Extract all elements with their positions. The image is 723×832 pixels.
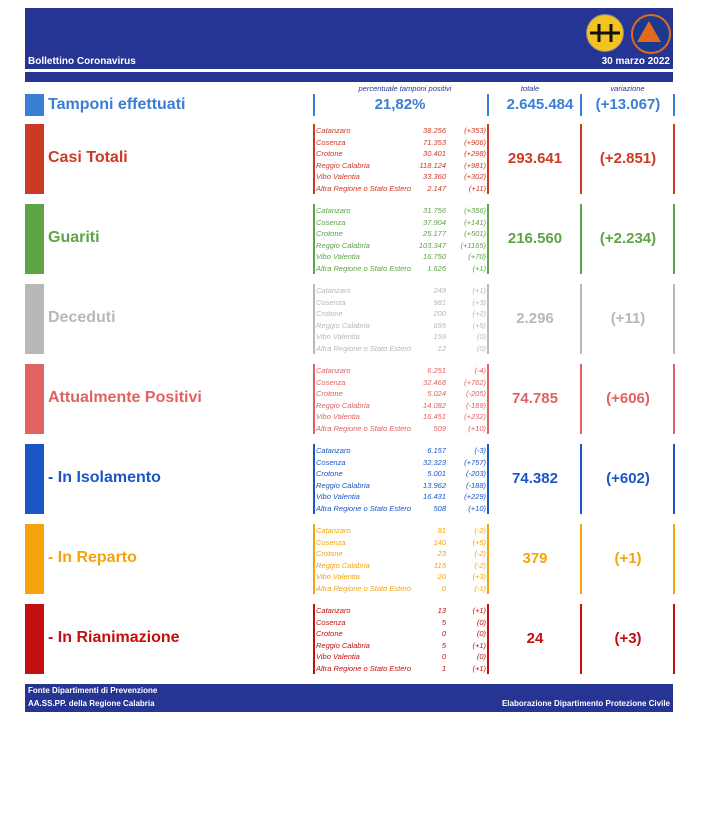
section-divider-3	[580, 524, 582, 594]
province-row	[316, 320, 486, 332]
province-row	[316, 503, 486, 515]
province-delta: (0)	[476, 332, 486, 342]
section-divider-2	[487, 124, 489, 194]
section-positivi	[25, 364, 675, 434]
province-delta: (0)	[476, 629, 486, 639]
bulletin-date: 30 marzo 2022	[601, 56, 670, 67]
province-row	[316, 605, 486, 617]
province-name: Reggio Calabria	[316, 480, 370, 490]
province-row	[316, 457, 486, 469]
province-delta: (+298)	[464, 149, 486, 159]
province-row	[316, 571, 486, 583]
province-row	[316, 148, 486, 160]
province-name: Crotone	[316, 309, 343, 319]
province-value: 159	[433, 332, 446, 342]
province-name: Catanzaro	[316, 286, 351, 295]
section-swatch	[25, 524, 44, 594]
province-row	[316, 183, 486, 195]
protezione-civile-logo	[631, 14, 671, 54]
province-name: Vibo Valentia	[316, 652, 360, 662]
province-delta: (+1)	[472, 263, 486, 273]
province-delta: (-189)	[465, 400, 486, 410]
province-row	[316, 137, 486, 149]
province-name: Reggio Calabria	[316, 560, 370, 570]
province-name: Cosenza	[316, 137, 346, 147]
province-delta: (+1)	[472, 663, 486, 673]
province-row	[316, 263, 486, 275]
section-variation: (+602)	[606, 470, 650, 487]
section-divider-2	[487, 524, 489, 594]
section-divider-2	[487, 284, 489, 354]
section-divider-4	[673, 124, 675, 194]
section-variation: (+2.234)	[599, 230, 657, 247]
section-variation: (+2.851)	[599, 150, 657, 167]
province-row	[316, 491, 486, 503]
province-value: 695	[433, 320, 446, 330]
section-divider-3	[580, 604, 582, 674]
province-delta: (+2)	[472, 309, 486, 319]
province-value: 0	[441, 583, 446, 593]
province-name: Crotone	[316, 149, 343, 159]
section-label: Casi Totali	[48, 149, 128, 166]
province-name: Catanzaro	[316, 366, 351, 375]
section-divider-2	[487, 604, 489, 674]
province-delta: (+1)	[472, 640, 486, 650]
bulletin-title: Bollettino Coronavirus	[28, 56, 136, 67]
tamponi-total: 2.645.484	[506, 96, 574, 113]
province-row	[316, 343, 486, 355]
province-name: Cosenza	[316, 537, 346, 547]
section-swatch	[25, 364, 44, 434]
section-divider	[313, 444, 315, 514]
tamponi-divider	[313, 94, 315, 116]
province-name: Crotone	[316, 549, 343, 559]
province-value: 6.251	[427, 366, 446, 375]
province-name: Altra Regione o Stato Estero	[316, 263, 412, 273]
province-row	[316, 480, 486, 492]
section-total: 74.382	[512, 470, 558, 487]
section-swatch	[25, 284, 44, 354]
province-value: 981	[433, 297, 446, 307]
province-delta: (+229)	[464, 492, 486, 502]
tamponi-divider-4	[673, 94, 675, 116]
section-rianimazione	[25, 604, 675, 674]
province-row	[316, 228, 486, 240]
section-variation: (+606)	[606, 390, 650, 407]
column-positivity: percentuale tamponi positivi	[358, 84, 452, 93]
tamponi-divider-2	[487, 94, 489, 116]
province-delta: (+906)	[464, 137, 486, 147]
province-value: 5	[441, 640, 446, 650]
province-delta: (+981)	[464, 160, 486, 170]
column-variation: variazione	[610, 84, 645, 93]
province-value: 37.904	[423, 217, 446, 227]
province-delta: (+70)	[468, 252, 486, 262]
province-value: 32.323	[423, 457, 446, 467]
cross-icon	[587, 15, 623, 51]
province-row	[316, 617, 486, 629]
province-name: Catanzaro	[316, 126, 351, 135]
province-name: Altra Regione o Stato Estero	[316, 343, 412, 353]
section-swatch	[25, 204, 44, 274]
province-row	[316, 160, 486, 172]
section-label: Guariti	[48, 229, 100, 246]
province-delta: (+3)	[472, 297, 486, 307]
province-row	[316, 217, 486, 229]
province-value: 31.756	[423, 206, 446, 215]
section-isolamento	[25, 444, 675, 514]
section-divider-4	[673, 444, 675, 514]
province-name: Altra Regione o Stato Estero	[316, 663, 412, 673]
section-total: 379	[522, 550, 548, 567]
province-name: Altra Regione o Stato Estero	[316, 423, 412, 433]
section-total: 293.641	[507, 150, 563, 167]
province-delta: (+141)	[464, 217, 486, 227]
province-delta: (-2)	[474, 560, 486, 570]
province-value: 16.750	[423, 252, 446, 262]
province-name: Catanzaro	[316, 446, 351, 455]
section-deceduti	[25, 284, 675, 354]
section-label: Attualmente Positivi	[48, 389, 202, 406]
province-value: 140	[433, 537, 446, 547]
province-row	[316, 388, 486, 400]
section-divider-2	[487, 444, 489, 514]
province-name: Reggio Calabria	[316, 160, 370, 170]
province-value: 30.401	[423, 149, 446, 159]
province-row	[316, 205, 486, 217]
province-delta: (-2)	[474, 549, 486, 559]
tamponi-label: Tamponi effettuati	[48, 96, 186, 113]
section-casi	[25, 124, 675, 194]
footer-asp: AA.SS.PP. della Regione Calabria	[28, 699, 155, 708]
province-delta: (+3)	[472, 572, 486, 582]
province-name: Altra Regione o Stato Estero	[316, 183, 412, 193]
section-divider	[313, 124, 315, 194]
province-row	[316, 240, 486, 252]
province-name: Vibo Valentia	[316, 492, 360, 502]
province-row	[316, 400, 486, 412]
province-list	[316, 285, 486, 355]
section-divider	[313, 204, 315, 274]
tamponi-positivity: 21,82%	[374, 96, 426, 113]
province-row	[316, 125, 486, 137]
footer-source: Fonte Dipartimenti di Prevenzione	[28, 686, 158, 695]
section-divider	[313, 364, 315, 434]
province-delta: (-203)	[465, 469, 486, 479]
province-delta: (+353)	[464, 126, 486, 135]
section-swatch	[25, 604, 44, 674]
section-total: 216.560	[507, 230, 563, 247]
section-divider	[313, 524, 315, 594]
province-delta: (-1)	[474, 583, 486, 593]
province-delta: (+1)	[472, 606, 486, 615]
province-delta: (+5)	[472, 537, 486, 547]
province-value: 0	[441, 629, 446, 639]
province-value: 81	[437, 526, 446, 535]
province-value: 5.024	[427, 389, 446, 399]
province-value: 13.962	[423, 480, 446, 490]
province-value: 0	[441, 652, 446, 662]
province-name: Catanzaro	[316, 606, 351, 615]
province-value: 509	[433, 423, 446, 433]
province-value: 12	[437, 343, 446, 353]
province-name: Crotone	[316, 469, 343, 479]
province-value: 71.353	[423, 137, 446, 147]
province-value: 32.468	[423, 377, 446, 387]
province-name: Vibo Valentia	[316, 572, 360, 582]
section-divider-4	[673, 524, 675, 594]
province-value: 33.360	[423, 172, 446, 182]
province-row	[316, 651, 486, 663]
section-divider	[313, 604, 315, 674]
province-row	[316, 297, 486, 309]
province-name: Reggio Calabria	[316, 240, 370, 250]
province-value: 20	[437, 572, 446, 582]
province-delta: (+232)	[464, 412, 486, 422]
province-value: 2.147	[427, 183, 446, 193]
province-delta: (-4)	[474, 366, 486, 375]
province-delta: (+5)	[472, 320, 486, 330]
province-row	[316, 583, 486, 595]
section-divider-3	[580, 444, 582, 514]
province-delta: (0)	[476, 617, 486, 627]
province-row	[316, 640, 486, 652]
section-total: 2.296	[516, 310, 554, 327]
section-variation: (+11)	[610, 310, 646, 327]
province-delta: (-3)	[474, 446, 486, 455]
province-row	[316, 365, 486, 377]
province-value: 5	[441, 617, 446, 627]
province-name: Reggio Calabria	[316, 320, 370, 330]
tamponi-swatch	[25, 94, 44, 116]
province-delta: (+11)	[468, 183, 486, 193]
section-variation: (+3)	[614, 630, 642, 647]
province-value: 118.124	[419, 160, 446, 170]
province-row	[316, 548, 486, 560]
province-name: Crotone	[316, 389, 343, 399]
province-name: Crotone	[316, 629, 343, 639]
province-name: Vibo Valentia	[316, 172, 360, 182]
province-value: 5.001	[427, 469, 446, 479]
province-value: 249	[433, 286, 446, 295]
triangle-icon	[633, 16, 665, 48]
divider-bar	[25, 72, 673, 82]
province-delta: (+762)	[464, 377, 486, 387]
header-band	[25, 8, 673, 55]
province-list	[316, 125, 486, 195]
province-value: 23	[437, 549, 446, 559]
province-name: Cosenza	[316, 377, 346, 387]
column-total: totale	[520, 84, 540, 93]
section-divider-4	[673, 604, 675, 674]
province-value: 16.451	[423, 412, 446, 422]
section-label: - In Reparto	[48, 549, 137, 566]
province-value: 115	[434, 560, 446, 570]
province-name: Vibo Valentia	[316, 252, 360, 262]
province-name: Catanzaro	[316, 526, 351, 535]
province-value: 14.082	[423, 400, 446, 410]
province-delta: (-2)	[474, 526, 486, 535]
province-value: 38.256	[423, 126, 446, 135]
section-divider	[313, 284, 315, 354]
province-delta: (+302)	[464, 172, 486, 182]
province-value: 1.626	[427, 263, 446, 273]
province-name: Cosenza	[316, 457, 346, 467]
province-delta: (+757)	[464, 457, 486, 467]
province-row	[316, 560, 486, 572]
province-row	[316, 308, 486, 320]
province-name: Reggio Calabria	[316, 640, 370, 650]
section-swatch	[25, 444, 44, 514]
province-delta: (0)	[476, 652, 486, 662]
province-row	[316, 525, 486, 537]
province-value: 25.177	[423, 229, 446, 239]
section-swatch	[25, 124, 44, 194]
province-value: 6.157	[427, 446, 446, 455]
section-total: 74.785	[512, 390, 558, 407]
province-value: 508	[433, 503, 446, 513]
title-bar	[25, 55, 673, 69]
province-delta: (+356)	[464, 206, 486, 215]
province-list	[316, 525, 486, 595]
province-name: Reggio Calabria	[316, 400, 370, 410]
section-reparto	[25, 524, 675, 594]
section-divider-2	[487, 204, 489, 274]
province-row	[316, 377, 486, 389]
province-row	[316, 251, 486, 263]
tamponi-variation: (+13.067)	[595, 96, 661, 113]
section-divider-3	[580, 124, 582, 194]
province-name: Cosenza	[316, 217, 346, 227]
province-row	[316, 285, 486, 297]
section-divider-3	[580, 364, 582, 434]
tamponi-row	[25, 94, 675, 116]
province-delta: (-205)	[465, 389, 486, 399]
province-list	[316, 445, 486, 515]
province-value: 13	[437, 606, 446, 615]
section-divider-3	[580, 204, 582, 274]
section-total: 24	[526, 630, 544, 647]
province-row	[316, 445, 486, 457]
section-variation: (+1)	[614, 550, 642, 567]
province-row	[316, 628, 486, 640]
section-divider-4	[673, 364, 675, 434]
province-value: 1	[441, 663, 446, 673]
section-label: - In Isolamento	[48, 469, 161, 486]
province-row	[316, 468, 486, 480]
province-name: Cosenza	[316, 617, 346, 627]
province-name: Vibo Valentia	[316, 332, 360, 342]
province-delta: (+501)	[464, 229, 486, 239]
province-delta: (0)	[476, 343, 486, 353]
province-name: Cosenza	[316, 297, 346, 307]
province-name: Altra Regione o Stato Estero	[316, 503, 412, 513]
province-value: 103.347	[418, 240, 446, 250]
province-delta: (+1165)	[460, 240, 486, 250]
province-name: Altra Regione o Stato Estero	[316, 583, 412, 593]
province-row	[316, 537, 486, 549]
province-delta: (-188)	[465, 480, 486, 490]
province-delta: (+10)	[468, 423, 486, 433]
section-label: - In Rianimazione	[48, 629, 180, 646]
province-row	[316, 411, 486, 423]
regione-calabria-logo	[586, 14, 624, 52]
province-row	[316, 663, 486, 675]
section-label: Deceduti	[48, 309, 116, 326]
province-row	[316, 331, 486, 343]
province-name: Vibo Valentia	[316, 412, 360, 422]
province-list	[316, 205, 486, 275]
province-delta: (+1)	[472, 286, 486, 295]
province-name: Crotone	[316, 229, 343, 239]
footer	[25, 684, 673, 712]
footer-elaboration: Elaborazione Dipartimento Protezione Civile	[501, 699, 670, 708]
section-divider-2	[487, 364, 489, 434]
province-row	[316, 171, 486, 183]
province-list	[316, 605, 486, 675]
section-divider-4	[673, 284, 675, 354]
tamponi-divider-3	[580, 94, 582, 116]
section-divider-4	[673, 204, 675, 274]
province-row	[316, 423, 486, 435]
province-value: 16.431	[423, 492, 446, 502]
province-delta: (+10)	[468, 503, 486, 513]
section-divider-3	[580, 284, 582, 354]
province-list	[316, 365, 486, 435]
section-guariti	[25, 204, 675, 274]
province-value: 200	[433, 309, 446, 319]
province-name: Catanzaro	[316, 206, 351, 215]
